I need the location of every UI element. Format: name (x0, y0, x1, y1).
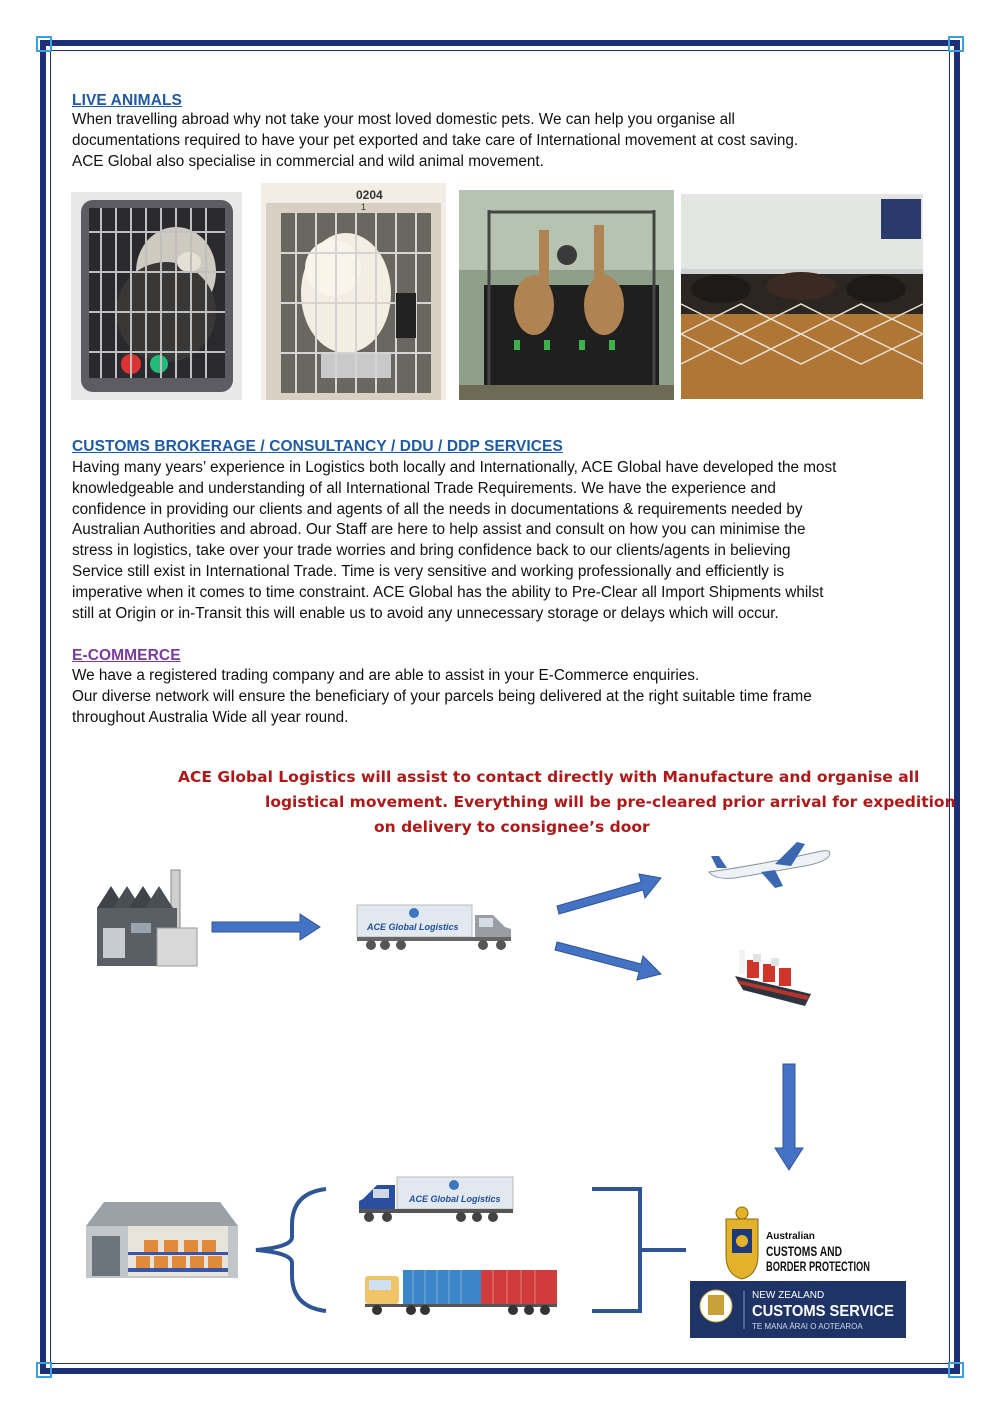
ace-truck-icon (355, 903, 515, 951)
live-animals-heading: LIVE ANIMALS (72, 92, 182, 109)
text-line: Having many years’ experience in Logistics both locally and Internationally, ACE Global have developed the most (72, 459, 837, 476)
crate-number: 0204 (356, 188, 383, 202)
warehouse-icon (84, 1200, 240, 1278)
brace-left-icon (252, 1185, 332, 1315)
aus-customs-line-3: BORDER PROTECTION (766, 1258, 870, 1274)
live-animals-text (72, 110, 932, 172)
corner-ornament (36, 36, 52, 52)
text-line: We have a registered trading company and are able to assist in your E-Commerce enquiries. (72, 667, 700, 684)
factory-icon (95, 868, 198, 968)
text-line: confidence in providing our clients and agents of all the needs in documentations & requirements needed by (72, 500, 803, 518)
arrow-up-right-icon (553, 868, 665, 918)
arrow-down-icon (773, 1062, 805, 1172)
container-truck-icon (363, 1268, 559, 1316)
text-line: still at Origin or in-Transit this will enable us to avoid any unnecessary storage or delays which will occur. (72, 604, 779, 622)
bracket-right-icon (588, 1185, 688, 1315)
nz-customs-line-1: NEW ZEALAND (752, 1290, 825, 1301)
dog-crate-photo (71, 192, 242, 400)
giraffes-photo (459, 190, 674, 400)
arrow-down-right-icon (553, 938, 665, 983)
container-ship-icon (733, 946, 813, 1011)
arrow-right-icon (210, 912, 322, 942)
ace-truck-2-icon (357, 1175, 515, 1225)
text-line: knowledgeable and understanding of all International Trade Requirements. We have the experience and (72, 479, 776, 497)
ecommerce-text (72, 666, 932, 728)
cattle-photo (681, 194, 923, 399)
airplane-icon (705, 838, 835, 890)
text-line: When travelling abroad why not take your most loved domestic pets. We can help you organise all (72, 111, 735, 128)
text-line: Our diverse network will ensure the beneficiary of your parcels being delivered at the right suitable time frame (72, 687, 812, 705)
ecommerce-heading: E-COMMERCE (72, 647, 181, 664)
truck-2-label: ACE Global Logistics (409, 1194, 501, 1204)
aus-customs-line-1: Australian (766, 1231, 815, 1242)
nz-customs-line-2: CUSTOMS SERVICE (752, 1303, 895, 1320)
corner-ornament (948, 1362, 964, 1378)
truck-label: ACE Global Logistics (367, 922, 459, 932)
cat-crate-photo (261, 183, 446, 400)
australian-crest-icon (722, 1205, 762, 1281)
callout-line-2: logistical movement. Everything will be pre-cleared prior arrival for expedition (265, 793, 956, 811)
australian-customs-logo (766, 1228, 886, 1274)
nz-customs-logo (690, 1281, 906, 1338)
corner-ornament (36, 1362, 52, 1378)
corner-ornament (948, 36, 964, 52)
text-line: documentations required to have your pet exported and take care of International movement at cost saving. (72, 131, 799, 149)
customs-text (72, 458, 932, 624)
text-line: ACE Global also specialise in commercial and wild animal movement. (72, 152, 544, 170)
crate-sub-number: 1 (361, 202, 367, 212)
text-line: stress in logistics, take over your trade worries and bring confidence back to our clients/agents in believing (72, 542, 791, 560)
callout-line-3: on delivery to consignee’s door (374, 818, 650, 836)
callout-line-1: ACE Global Logistics will assist to contact directly with Manufacture and organise all (178, 768, 920, 786)
nz-customs-line-3: TE MANA ĀRAI O AOTEAROA (752, 1322, 863, 1331)
text-line: Service still exist in International Trade. Time is very sensitive and working professionally and efficiently is (72, 562, 785, 580)
text-line: throughout Australia Wide all year round. (72, 708, 349, 726)
text-line: imperative when it comes to time constraint. ACE Global has the ability to Pre-Clear all Import Shipments whilst (72, 583, 824, 601)
text-line: Australian Authorities and abroad. Our Staff are here to help assist and consult on how you can minimise the (72, 521, 806, 539)
aus-customs-line-2: CUSTOMS AND (766, 1243, 842, 1259)
customs-heading: CUSTOMS BROKERAGE / CONSULTANCY / DDU / DDP SERVICES (72, 438, 563, 455)
